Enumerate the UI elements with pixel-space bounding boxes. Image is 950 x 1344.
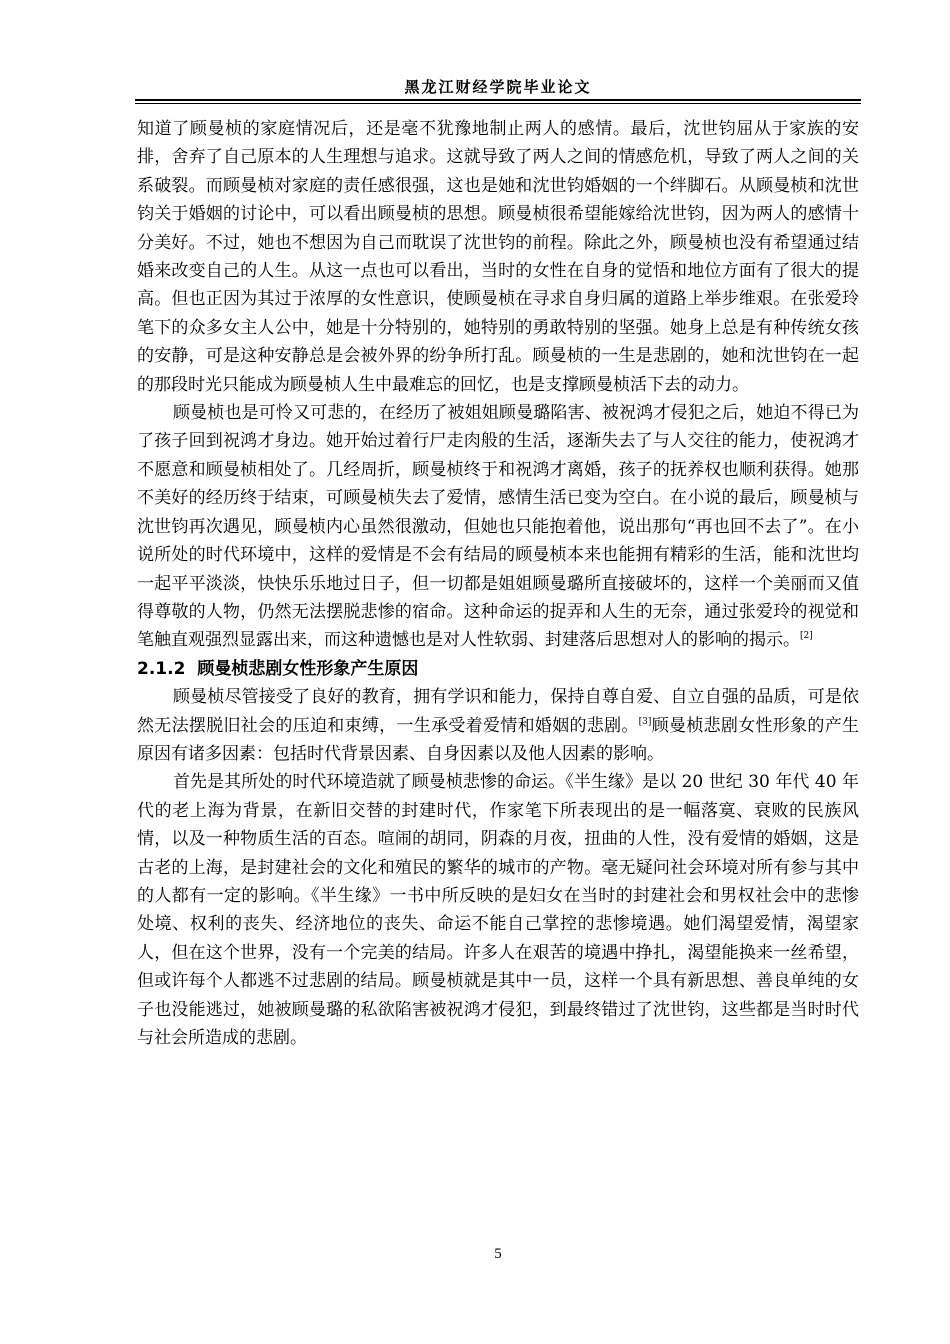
paragraph-continued: 知道了顾曼桢的家庭情况后，还是毫不犹豫地制止两人的感情。最后，沈世钧屈从于家族的安排，舍弃了自己原本的人生理想与追求。这就导致了两人之间的情感危机，导致了两人之间的关系破裂。而顾曼桢对家庭的责任感很强，这也是她和沈世钧婚姻的一个绊脚石。从顾曼桢和沈世钧关于婚姻的讨论中，可以看出顾曼桢的思想。顾曼桢很希望能嫁给沈世钧，因为两人的感情十分美好。不过，她也不想因为自己而耽误了沈世钧的前程。除此之外，顾曼桢也没有希望通过结婚来改变自己的人生。从这一点也可以看出，当时的女性在自身的觉悟和地位方面有了很大的提高。但也正因为其过于浓厚的女性意识，使顾曼桢在寻求自身归属的道路上举步维艰。在张爱玲笔下的众多女主人公中，她是十分特别的，她特别的勇敢特别的坚强。她身上总是有种传统女孩的安静，可是这种安静总是会被外界的纷争所打乱。顾曼桢的一生是悲剧的，她和沈世钧在一起的那段时光只能成为顾曼桢人生中最难忘的回忆，也是支撑顾曼桢活下去的动力。: [137, 119, 859, 395]
header-rule: [135, 99, 861, 101]
paragraph: [137, 683, 859, 768]
page-number: 5: [494, 1246, 502, 1262]
paragraph-text: 顾曼桢尽管接受了良好的教育，拥有学识和能力，保持自尊自爱、自立自强的品质，可是依然无法摆脱旧社会的压迫和束缚，一生承受着爱情和婚姻的悲剧。: [137, 687, 859, 736]
section-number: 2.1.2: [137, 658, 186, 679]
section-title: 顾曼桢悲剧女性形象产生原因: [197, 658, 419, 679]
header-rule-secondary: [135, 103, 861, 104]
paragraph-text: 顾曼桢也是可怜又可悲的，在经历了被姐姐顾曼璐陷害、被祝鸿才侵犯之后，她迫不得已为了孩子回到祝鸿才身边。她开始过着行尸走肉般的生活，逐渐失去了与人交往的能力，使祝鸿才不愿意和顾曼桢相处了。几经周折，顾曼桢终于和祝鸿才离婚，孩子的抚养权也顺利获得。她那不美好的经历终于结束，可顾曼桢失去了爱情，感情生活已变为空白。在小说的最后，顾曼桢与沈世钧再次遇见，顾曼桢内心虽然很激动，但她也只能抱着他，说出那句“再也回不去了”。在小说所处的时代环境中，这样的爱情是不会有结局的顾曼桢本来也能拥有精彩的生活，能和沈世均一起平平淡淡，快快乐乐地过日子，但一切都是姐姐顾曼璐所直接破坏的，这样一个美丽而又值得尊敬的人物，仍然无法摆脱悲惨的宿命。这种命运的捉弄和人生的无奈，通过张爱玲的视觉和笔触直观强烈显露出来，而这种遗憾也是对人性软弱、封建落后思想对人的影响的揭示。: [137, 403, 859, 651]
paragraph-text: 顾曼桢悲剧女性形象的产生原因有诸多因素：包括时代背景因素、自身因素以及他人因素的影响。: [137, 715, 860, 764]
running-header: 黑龙江财经学院毕业论文: [404, 78, 592, 96]
paragraph: [137, 399, 859, 655]
body-text: [137, 115, 859, 1052]
citation-ref: [3]: [638, 716, 652, 727]
paragraph: 首先是其所处的时代环境造就了顾曼桢悲惨的命运。《半生缘》是以 20 世纪 30 年代 40 年代的老上海为背景，在新旧交替的封建时代，作家笔下所表现出的是一幅落寞、衰败的民族风情，以及一种物质生活的百态。喧闹的胡同，阴森的月夜，扭曲的人性，没有爱情的婚姻，这是古老的上海，是封建社会的文化和殖民的繁华的城市的产物。毫无疑问社会环境对所有参与其中的人都有一定的影响。《半生缘》一书中所反映的是妇女在当时的封建社会和男权社会中的悲惨处境、权利的丧失、经济地位的丧失、命运不能自己掌控的悲惨境遇。她们渴望爱情，渴望家人，但在这个世界，没有一个完美的结局。许多人在艰苦的境遇中挣扎，渴望能换来一丝希望，但或许每个人都逃不过悲剧的结局。顾曼桢就是其中一员，这样一个具有新思想、善良单纯的女子也没能逃过，她被顾曼璐的私欲陷害被祝鸿才侵犯，到最终错过了沈世钧，这些都是当时时代与社会所造成的悲剧。: [137, 772, 859, 1048]
section-heading: [137, 655, 859, 683]
citation-ref: [2]: [800, 631, 813, 642]
